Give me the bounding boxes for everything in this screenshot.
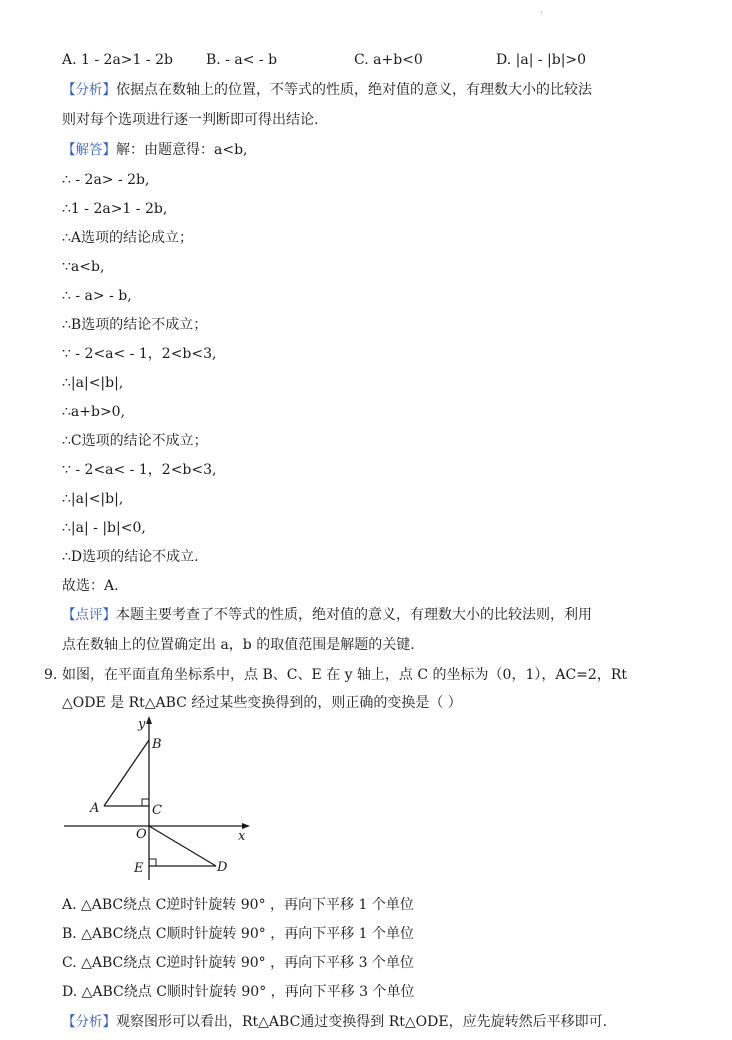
q9-stem-line1: 如图，在平面直角坐标系中，点 B、C、E 在 y 轴上，点 C 的坐标为（0，1），AC=2，Rt xyxy=(62,667,627,683)
comment-text: 本题主要考查了不等式的性质，绝对值的意义，有理数大小的比较法则，利用 xyxy=(116,607,592,623)
q8-option-a: A. 1 - 2a>1 - 2b xyxy=(62,52,173,68)
q9-number: 9. xyxy=(44,667,58,683)
coordinate-figure xyxy=(60,714,260,884)
q9-option-d: D. △ABC绕点 C顺时针旋转 90° ，再向下平移 3 个单位 xyxy=(62,984,415,1000)
q9-analysis-text: 观察图形可以看出，Rt△ABC通过变换得到 Rt△ODE，应先旋转然后平移即可. xyxy=(116,1014,608,1030)
q9-stem-line2: △ODE 是 Rt△ABC 经过某些变换得到的，则正确的变换是（ ） xyxy=(62,695,462,711)
label-O: O xyxy=(136,827,147,842)
answer-step: ∴1 - 2a>1 - 2b, xyxy=(62,201,168,217)
answer-step: ∴ - 2a> - 2b, xyxy=(62,172,150,188)
comment-tag: 【点评】 xyxy=(62,607,116,623)
q9-analysis xyxy=(62,1012,607,1032)
q8-analysis-line2: 则对每个选项进行逐一判断即可得出结论. xyxy=(62,112,319,128)
q9-analysis-tag: 【分析】 xyxy=(62,1014,116,1030)
q8-option-c: C. a+b<0 xyxy=(354,52,423,68)
answer-step: ∵a<b, xyxy=(62,259,105,275)
label-D: D xyxy=(217,860,228,875)
answer-step: ∴|a| - |b|<0, xyxy=(62,520,146,536)
q8-comment-line1 xyxy=(62,605,592,625)
answer-tag: 【解答】 xyxy=(62,142,116,158)
answer-text: 解：由题意得：a<b, xyxy=(116,142,248,158)
label-E: E xyxy=(134,861,144,876)
q9-option-b: B. △ABC绕点 C顺时针旋转 90° ，再向下平移 1 个单位 xyxy=(62,926,415,942)
segment-AB xyxy=(104,740,149,806)
answer-step: ∴B选项的结论不成立； xyxy=(62,317,208,333)
q8-comment-line2: 点在数轴上的位置确定出 a，b 的取值范围是解题的关键. xyxy=(62,637,415,653)
answer-step: ∴|a|<|b|, xyxy=(62,375,124,391)
segment-OD xyxy=(149,826,216,866)
scan-dot: · xyxy=(540,8,544,19)
label-C: C xyxy=(152,803,162,818)
right-angle-C xyxy=(142,799,149,806)
answer-step: ∴D选项的结论不成立. xyxy=(62,549,199,565)
q8-analysis-line1 xyxy=(62,80,592,100)
answer-step: ∴ - a> - b, xyxy=(62,288,132,304)
answer-choice: 故选：A. xyxy=(62,578,119,594)
q8-option-b: B. - a< - b xyxy=(206,52,278,68)
right-angle-E xyxy=(149,859,156,866)
analysis-tag: 【分析】 xyxy=(62,82,116,98)
q8-option-d: D. |a| - |b|>0 xyxy=(496,52,587,68)
answer-step: ∴A选项的结论成立； xyxy=(62,230,194,246)
answer-step: ∵ - 2<a< - 1，2<b<3, xyxy=(62,462,217,478)
answer-step: ∴|a|<|b|, xyxy=(62,491,124,507)
answer-step: ∴C选项的结论不成立； xyxy=(62,433,208,449)
answer-step: ∵ - 2<a< - 1，2<b<3, xyxy=(62,346,217,362)
label-A: A xyxy=(90,801,100,816)
q8-answer-first xyxy=(62,140,248,160)
label-y: y xyxy=(138,717,146,732)
y-axis-arrow xyxy=(146,716,152,724)
q9-option-a: A. △ABC绕点 C逆时针旋转 90° ，再向下平移 1 个单位 xyxy=(62,897,414,913)
label-x: x xyxy=(238,829,246,844)
label-B: B xyxy=(152,737,162,752)
analysis-text: 依据点在数轴上的位置，不等式的性质，绝对值的意义，有理数大小的比较法 xyxy=(116,82,592,98)
q9-option-c: C. △ABC绕点 C逆时针旋转 90° ，再向下平移 3 个单位 xyxy=(62,955,414,971)
answer-step: ∴a+b>0, xyxy=(62,404,126,420)
